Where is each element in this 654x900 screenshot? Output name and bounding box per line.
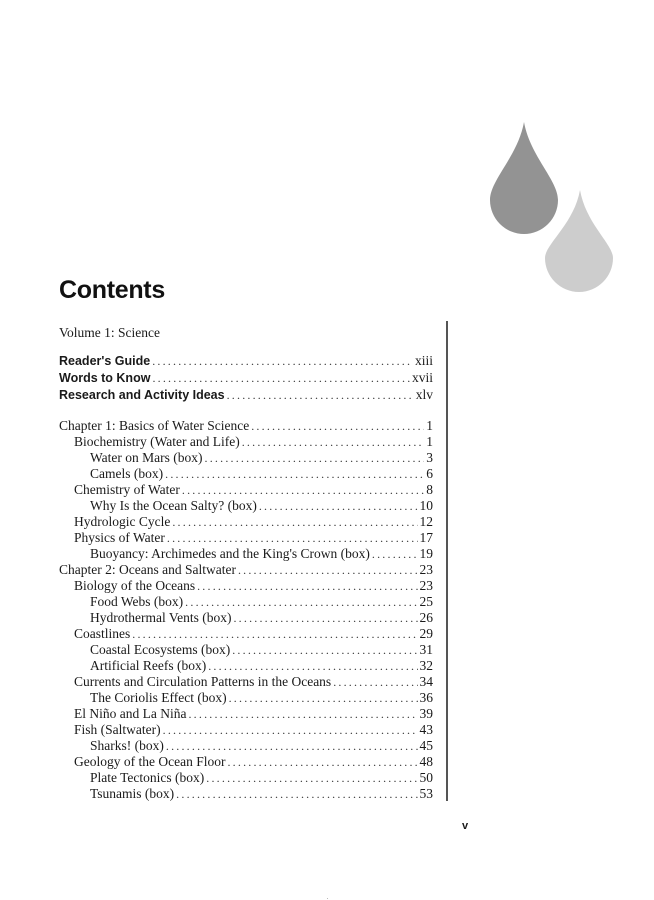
entry-title: Tsunamis (box) xyxy=(90,786,175,801)
toc-entry[interactable] xyxy=(59,369,433,386)
toc-entry[interactable] xyxy=(59,418,433,434)
toc-entry[interactable] xyxy=(59,786,433,802)
toc-entry[interactable] xyxy=(59,706,433,722)
table-of-contents xyxy=(59,325,433,802)
entry-title: Hydrothermal Vents (box) xyxy=(90,610,232,625)
toc-entry[interactable] xyxy=(59,434,433,450)
entry-title: Chapter 1: Basics of Water Science xyxy=(59,418,250,433)
entry-title: Physics of Water xyxy=(74,530,165,545)
entry-page: 17 xyxy=(419,530,433,545)
dot-leader xyxy=(233,610,417,626)
chapter-list xyxy=(59,418,433,802)
entry-page: 32 xyxy=(419,658,433,673)
entry-page: 25 xyxy=(419,594,433,609)
entry-title: Coastlines xyxy=(74,626,131,641)
entry-page: 36 xyxy=(419,690,433,705)
entry-page: 43 xyxy=(419,722,433,737)
toc-entry[interactable] xyxy=(59,546,433,562)
dot-leader xyxy=(176,786,417,802)
toc-entry[interactable] xyxy=(59,352,433,369)
scan-speck xyxy=(327,898,328,899)
entry-page: xiii xyxy=(414,353,433,368)
toc-entry[interactable] xyxy=(59,466,433,482)
entry-title: Currents and Circulation Patterns in the Oceans xyxy=(74,674,332,689)
entry-page: 45 xyxy=(419,738,433,753)
entry-title: Biology of the Oceans xyxy=(74,578,196,593)
toc-entry[interactable] xyxy=(59,594,433,610)
entry-title: Coastal Ecosystems (box) xyxy=(90,642,231,657)
toc-entry[interactable] xyxy=(59,738,433,754)
dot-leader xyxy=(238,562,418,578)
toc-entry[interactable] xyxy=(59,498,433,514)
entry-title: Why Is the Ocean Salty? (box) xyxy=(90,498,257,513)
entry-page: 31 xyxy=(419,642,433,657)
entry-title: Buoyancy: Archimedes and the King's Crown (box) xyxy=(90,546,370,561)
dot-leader xyxy=(188,706,417,722)
entry-title: Fish (Saltwater) xyxy=(74,722,161,737)
entry-title: Sharks! (box) xyxy=(90,738,164,753)
entry-title: Water on Mars (box) xyxy=(90,450,203,465)
dot-leader xyxy=(163,722,418,738)
toc-entry[interactable] xyxy=(59,482,433,498)
dot-leader xyxy=(205,450,425,466)
entry-title: Research and Activity Ideas xyxy=(59,388,225,402)
dot-leader xyxy=(372,546,418,562)
entry-title: Biochemistry (Water and Life) xyxy=(74,434,240,449)
dot-leader xyxy=(132,626,417,642)
entry-page: 26 xyxy=(419,610,433,625)
entry-page: 12 xyxy=(419,514,433,529)
entry-page: 50 xyxy=(419,770,433,785)
vertical-rule xyxy=(446,321,448,801)
toc-entry[interactable] xyxy=(59,562,433,578)
entry-title: Camels (box) xyxy=(90,466,164,481)
toc-entry[interactable] xyxy=(59,722,433,738)
entry-page: 19 xyxy=(419,546,433,561)
entry-title: Chapter 2: Oceans and Saltwater xyxy=(59,562,236,577)
dot-leader xyxy=(333,674,417,690)
dot-leader xyxy=(197,578,417,594)
entry-page: 34 xyxy=(419,674,433,689)
dot-leader xyxy=(251,418,424,434)
dot-leader xyxy=(227,387,414,404)
dot-leader xyxy=(229,690,418,706)
toc-entry[interactable] xyxy=(59,514,433,530)
toc-entry[interactable] xyxy=(59,642,433,658)
dot-leader xyxy=(166,738,418,754)
page-title: Contents xyxy=(59,276,165,304)
entry-page: xlv xyxy=(415,387,433,402)
page-number: v xyxy=(462,820,469,832)
toc-entry[interactable] xyxy=(59,610,433,626)
dot-leader xyxy=(165,466,424,482)
entry-page: 23 xyxy=(419,578,433,593)
entry-page: 48 xyxy=(419,754,433,769)
toc-entry[interactable] xyxy=(59,578,433,594)
water-drops-icon xyxy=(488,122,616,296)
toc-entry[interactable] xyxy=(59,770,433,786)
toc-entry[interactable] xyxy=(59,754,433,770)
entry-title: Chemistry of Water xyxy=(74,482,180,497)
entry-title: Plate Tectonics (box) xyxy=(90,770,205,785)
entry-title: El Niño and La Niña xyxy=(74,706,187,721)
entry-title: Hydrologic Cycle xyxy=(74,514,171,529)
toc-entry[interactable] xyxy=(59,450,433,466)
dot-leader xyxy=(259,498,418,514)
entry-title: Reader's Guide xyxy=(59,354,151,368)
entry-title: The Coriolis Effect (box) xyxy=(90,690,227,705)
dot-leader xyxy=(227,754,417,770)
dark-drop xyxy=(490,122,558,234)
toc-entry[interactable] xyxy=(59,658,433,674)
toc-entry[interactable] xyxy=(59,530,433,546)
entry-title: Words to Know xyxy=(59,371,151,385)
entry-title: Geology of the Ocean Floor xyxy=(74,754,226,769)
entry-page: 10 xyxy=(419,498,433,513)
dot-leader xyxy=(152,353,413,370)
dot-leader xyxy=(167,530,418,546)
entry-title: Food Webs (box) xyxy=(90,594,184,609)
dot-leader xyxy=(172,514,417,530)
front-matter-list xyxy=(59,352,433,403)
dot-leader xyxy=(242,434,425,450)
entry-page: xvii xyxy=(411,370,433,385)
entry-page: 53 xyxy=(419,786,433,801)
entry-page: 29 xyxy=(419,626,433,641)
entry-title: Artificial Reefs (box) xyxy=(90,658,207,673)
entry-page: 6 xyxy=(426,466,433,481)
entry-page: 3 xyxy=(426,450,433,465)
toc-entry[interactable] xyxy=(59,674,433,690)
entry-page: 39 xyxy=(419,706,433,721)
entry-page: 1 xyxy=(426,418,433,433)
toc-entry[interactable] xyxy=(59,626,433,642)
entry-page: 23 xyxy=(419,562,433,577)
toc-entry[interactable] xyxy=(59,690,433,706)
dot-leader xyxy=(206,770,417,786)
dot-leader xyxy=(182,482,424,498)
dot-leader xyxy=(185,594,417,610)
toc-entry[interactable] xyxy=(59,386,433,403)
dot-leader xyxy=(152,370,410,387)
dot-leader xyxy=(208,658,417,674)
volume-heading: Volume 1: Science xyxy=(59,325,160,340)
entry-page: 8 xyxy=(426,482,433,497)
dot-leader xyxy=(232,642,417,658)
entry-page: 1 xyxy=(426,434,433,449)
